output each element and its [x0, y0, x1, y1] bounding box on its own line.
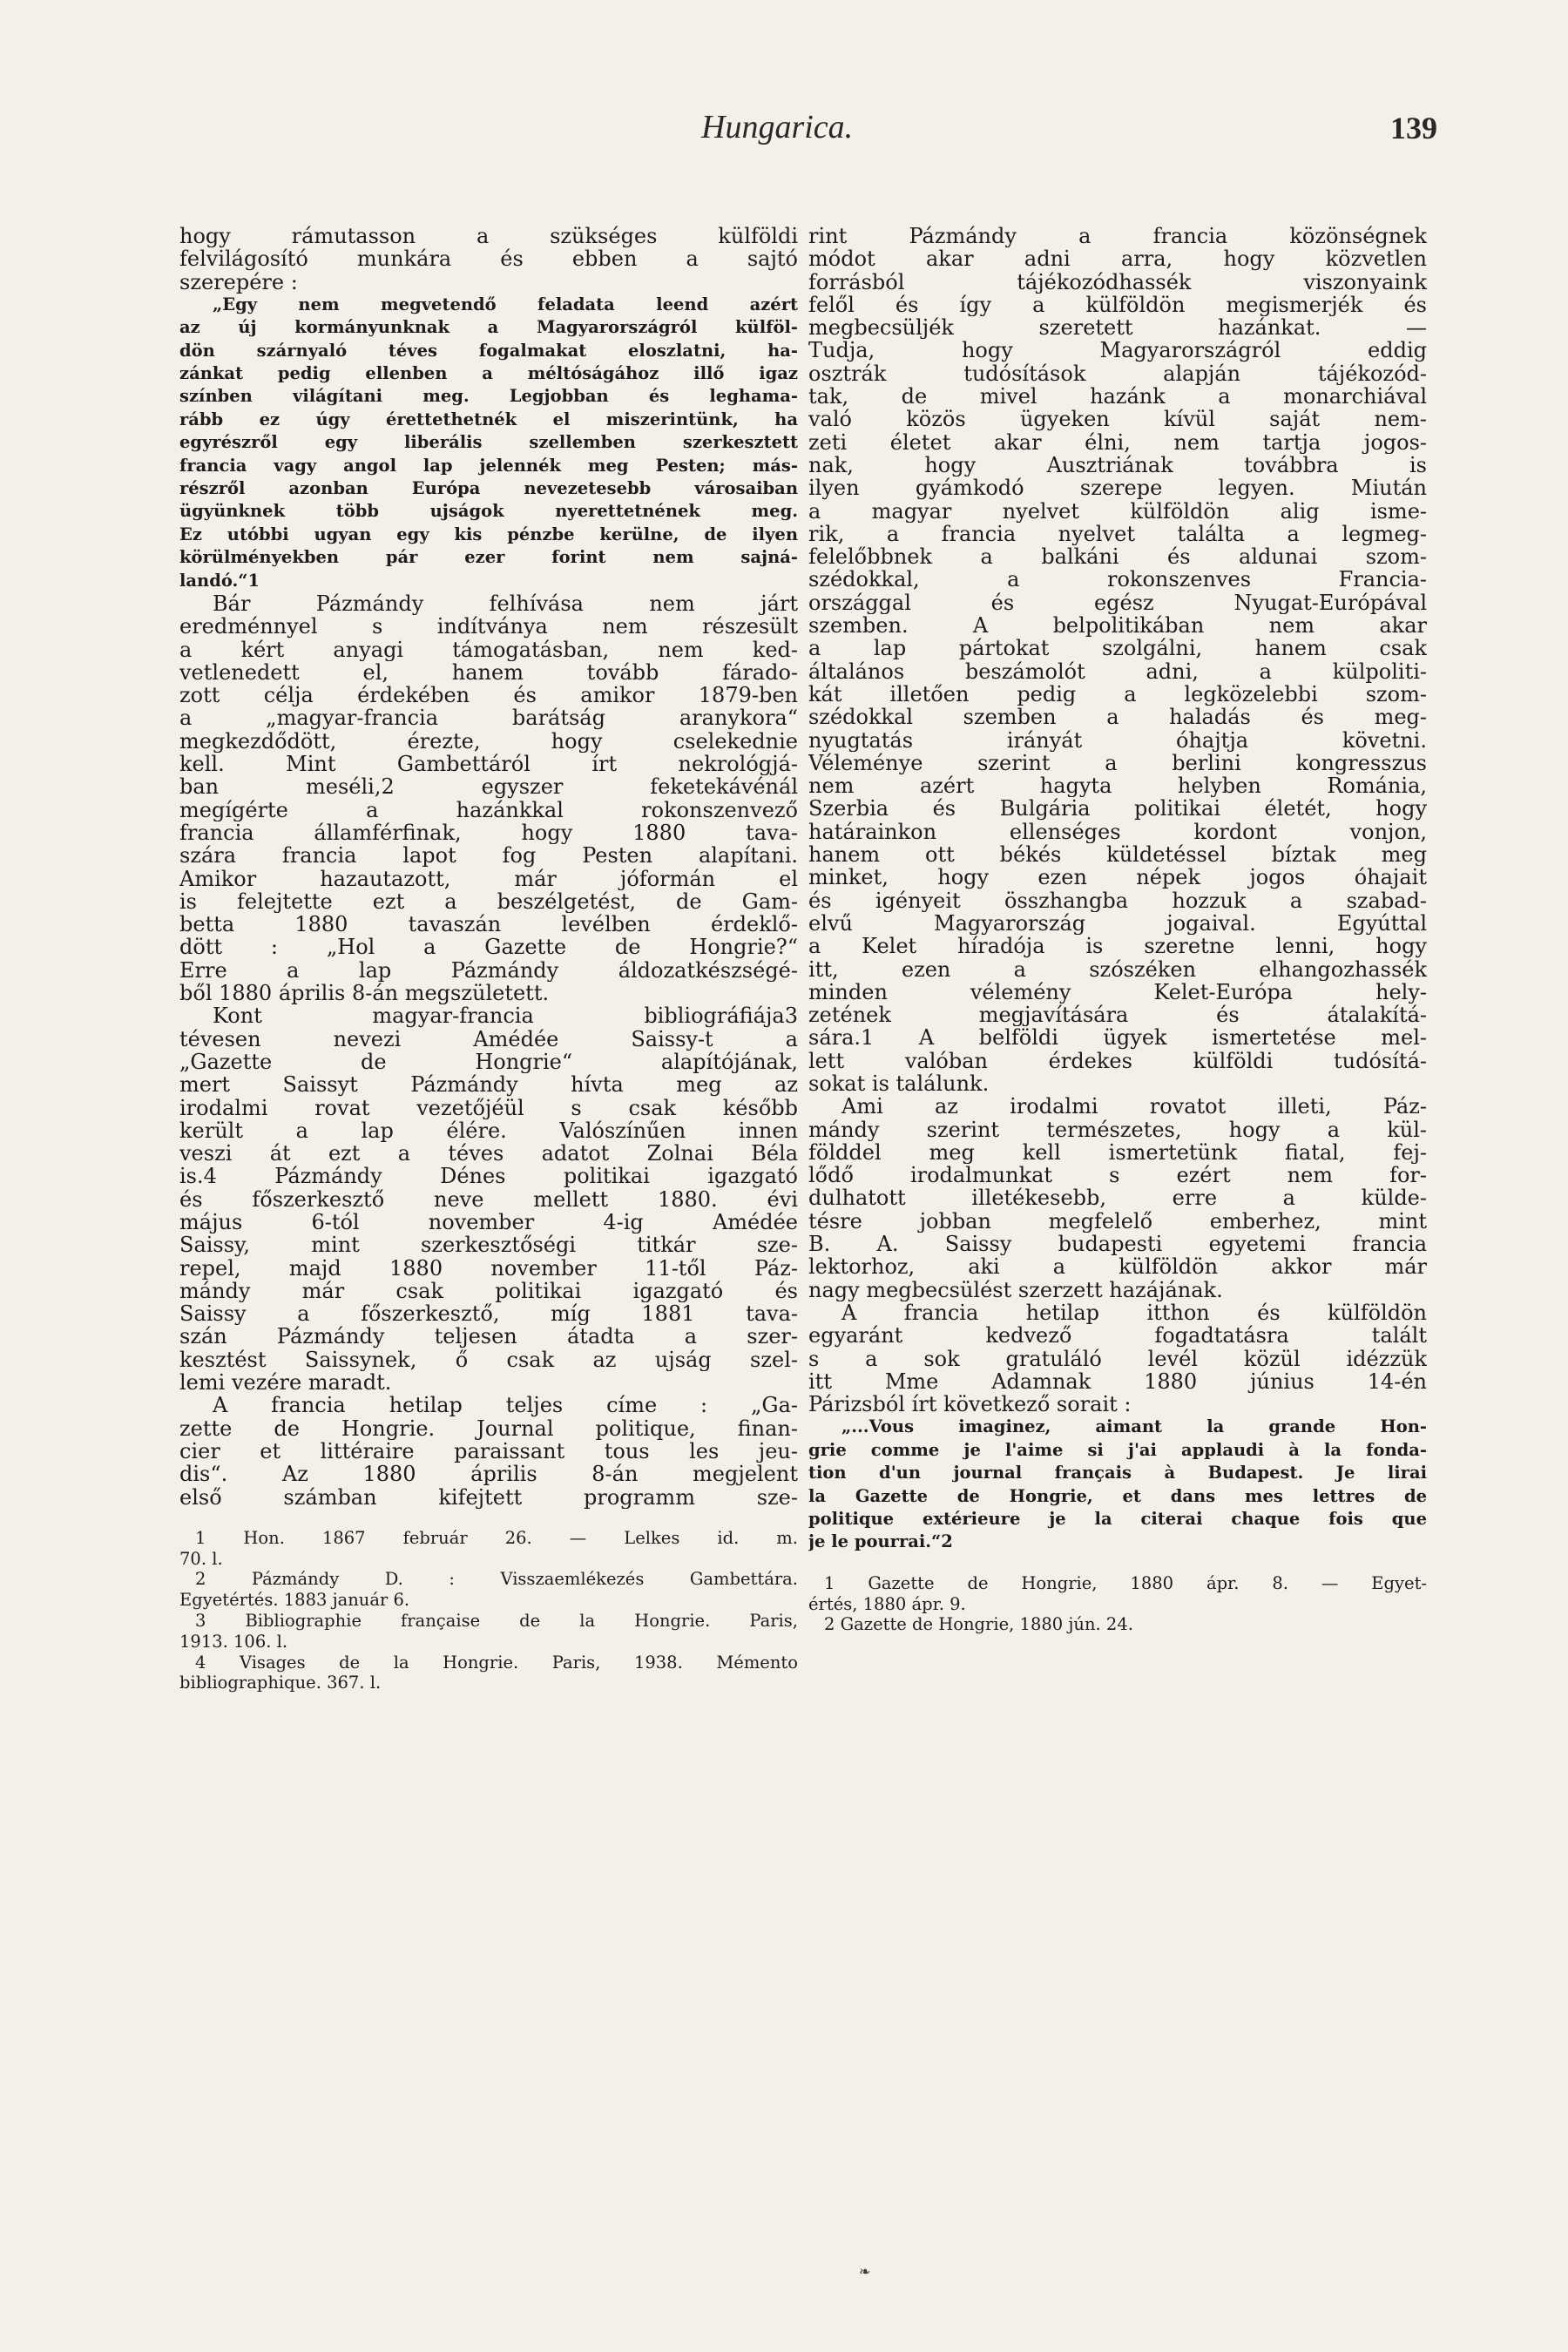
body-text-line: mándy szerint természetes, hogy a kül- — [808, 1118, 1427, 1141]
right-column-text — [808, 225, 1427, 1554]
page-number: 139 — [1390, 111, 1437, 145]
print-mark: ❧ — [859, 2263, 871, 2280]
body-text-line: sokat is találunk. — [808, 1071, 990, 1096]
body-text-line: ből 1880 április 8-án megszületett. — [179, 982, 550, 1005]
body-text-line: francia államférfinak, hogy 1880 tava- — [179, 821, 798, 845]
body-text-line: való közös ügyeken kívül saját nem- — [808, 408, 1427, 431]
footnote-line: 2 Pázmándy D. : Visszaemlékezés Gambettára. — [195, 1569, 798, 1590]
body-text-line: landó.“1 — [179, 570, 260, 591]
body-text-line: kát illetően pedig a legközelebbi szom- — [808, 682, 1427, 706]
body-text-line: megígérte a hazánkkal rokonszenvező — [179, 798, 798, 821]
body-text-line: zott célja érdekében és amikor 1879-ben — [179, 684, 798, 707]
body-text-line: felől és így a külföldön megismerjék és — [808, 293, 1427, 317]
body-text-line: szán Pázmándy teljesen átadta a szer- — [179, 1325, 798, 1348]
footnote-line: 1 Hon. 1867 február 26. — Lelkes id. m. — [195, 1527, 798, 1548]
body-text-line: Kont magyar-francia bibliográfiája3 — [213, 1004, 798, 1028]
body-text-line: országgal és egész Nyugat-Európával — [808, 591, 1427, 615]
body-text-line: A francia hetilap itthon és külföldön — [841, 1301, 1427, 1325]
footnote-line: 2 Gazette de Hongrie, 1880 jún. 24. — [824, 1614, 1133, 1635]
body-text-line: nyugtatás irányát óhajtja követni. — [808, 728, 1427, 752]
body-text-line: nagy megbecsülést szerzett hazájának. — [808, 1278, 1223, 1301]
body-text-line: felelőbbnek a balkáni és aldunai szom- — [808, 545, 1427, 569]
footnote-line: 4 Visages de la Hongrie. Paris, 1938. Mémento — [195, 1652, 798, 1673]
body-text-line: Amikor hazautazott, már jóformán el — [179, 867, 798, 890]
body-text-line: megbecsüljék szeretett hazánkat. — — [808, 316, 1427, 340]
body-text-line: A francia hetilap teljes címe : „Ga- — [213, 1394, 798, 1417]
body-text-line: Ez utóbbi ugyan egy kis pénzbe kerülne, de ilyen — [179, 524, 798, 544]
body-text-line: a magyar nyelvet külföldön alig isme- — [808, 499, 1427, 523]
body-text-line: ilyen gyámkodó szerepe legyen. Miután — [808, 476, 1427, 500]
body-text-line: tésre jobban megfelelő emberhez, mint — [808, 1209, 1427, 1233]
body-text-line: a kért anyagi támogatásban, nem ked- — [179, 638, 798, 661]
body-text-line: irodalmi rovat vezetőjéül s csak később — [179, 1096, 798, 1119]
body-text-line: dött : „Hol a Gazette de Hongrie?“ — [179, 936, 798, 959]
body-text-line: francia vagy angol lap jelennék meg Pesten; más- — [179, 455, 798, 476]
body-text-line: lemi vezére maradt. — [179, 1371, 392, 1395]
body-text-line: mándy már csak politikai igazgató és — [179, 1279, 798, 1303]
body-text-line: nem azért hagyta helyben Románia, — [808, 774, 1427, 798]
body-text-line: szerepére : — [179, 270, 298, 294]
body-text-line: nak, hogy Ausztriának továbbra is — [808, 453, 1427, 477]
body-text-line: rik, a francia nyelvet találta a legmeg- — [808, 522, 1427, 546]
body-text-line: határainkon ellenséges kordont vonjon, — [808, 820, 1427, 844]
body-text-line: részről azonban Európa nevezetesebb városaiban — [179, 478, 798, 499]
body-text-line: veszi át ezt a téves adatot Zolnai Béla — [179, 1142, 798, 1166]
body-text-line: zette de Hongrie. Journal politique, finan- — [179, 1416, 798, 1440]
body-text-line: je le pourrai.“2 — [808, 1531, 953, 1552]
body-text-line: betta 1880 tavaszán levélben érdeklő- — [179, 913, 798, 936]
body-text-line: lektorhoz, aki a külföldön akkor már — [808, 1255, 1427, 1279]
footnote-line: 3 Bibliographie française de la Hongrie. Paris, — [195, 1611, 798, 1632]
footnote-line: 70. l. — [179, 1548, 223, 1569]
footnote-line: Egyetértés. 1883 január 6. — [179, 1590, 410, 1611]
body-text-line: zánkat pedig ellenben a méltóságához illő igaz — [179, 363, 798, 384]
body-text-line: repel, majd 1880 november 11-től Páz- — [179, 1256, 798, 1280]
block-quote — [808, 1416, 1427, 1553]
body-text-line: kell. Mint Gambettáról írt nekrológjá- — [179, 753, 798, 776]
body-text-line: eredménnyel s indítványa nem részesült — [179, 615, 798, 639]
body-text-line: rint Pázmándy a francia közönségnek — [808, 225, 1427, 248]
body-text-line: szára francia lapot fog Pesten alapítani. — [179, 844, 798, 868]
body-text-line: elvű Magyarország jogaival. Egyúttal — [808, 911, 1427, 936]
body-text-line: Saissy a főszerkesztő, míg 1881 tava- — [179, 1302, 798, 1326]
body-text-line: forrásból tájékozódhassék viszonyaink — [808, 270, 1427, 294]
body-text-line: grie comme je l'aime si j'ai applaudi à la fonda- — [808, 1439, 1427, 1460]
body-text-line: első számban kifejtett programm sze- — [179, 1485, 798, 1509]
body-text-line: Véleménye szerint a berlini kongresszus — [808, 751, 1427, 775]
body-text-line: „Gazette de Hongrie“ alapítójának, — [179, 1050, 798, 1074]
body-text-line: sára.1 A belföldi ügyek ismertetése mel- — [808, 1026, 1427, 1050]
body-text-line: és főszerkesztő neve mellett 1880. évi — [179, 1187, 798, 1211]
body-text-line: a lap pártokat szolgálni, hanem csak — [808, 637, 1427, 660]
right-footnotes — [808, 1573, 1427, 1635]
body-text-line: dulhatott illetékesebb, erre a külde- — [808, 1186, 1427, 1210]
body-text-line: szédokkal szemben a haladás és meg- — [808, 706, 1427, 729]
body-text-line: és igényeit összhangba hozzuk a szabad- — [808, 889, 1427, 912]
body-text-line: B. A. Saissy budapesti egyetemi francia — [808, 1233, 1427, 1256]
body-text-line: szédokkal, a rokonszenves Francia- — [808, 568, 1427, 591]
right-column — [808, 225, 1427, 1635]
body-text-line: megkezdődött, érezte, hogy cselekednie — [179, 729, 798, 754]
body-text-line: az új kormányunknak a Magyarországról külföl- — [179, 317, 798, 338]
body-text-line: tévesen nevezi Amédée Saissy-t a — [179, 1027, 798, 1051]
body-text-line: rább ez úgy érettethetnék el miszerintünk, ha — [179, 409, 798, 429]
body-text-line: felvilágosító munkára és ebben a sajtó — [179, 247, 798, 271]
body-text-line: Szerbia és Bulgária politikai életét, hogy — [808, 797, 1427, 821]
body-text-line: zetének megjavítására és átalakítá- — [808, 1004, 1427, 1027]
body-text-line: a Kelet híradója is szeretne lenni, hogy — [808, 935, 1427, 958]
body-text-line: s a sok gratuláló levél közül idézzük — [808, 1347, 1427, 1370]
body-text-line: Ami az irodalmi rovatot illeti, Páz- — [841, 1095, 1427, 1119]
left-column-text — [179, 225, 798, 1509]
body-text-line: Bár Pázmándy felhívása nem járt — [213, 591, 798, 616]
body-text-line: általános beszámolót adni, a külpoliti- — [808, 659, 1427, 683]
block-quote — [179, 294, 798, 592]
body-text-line: tak, de mivel hazánk a monarchiával — [808, 385, 1427, 409]
body-text-line: tion d'un journal français à Budapest. Je lirai — [808, 1463, 1427, 1484]
body-text-line: is.4 Pázmándy Dénes politikai igazgató — [179, 1165, 798, 1188]
body-text-line: Saissy, mint szerkesztőségi titkár sze- — [179, 1233, 798, 1257]
body-text-line: Erre a lap Pázmándy áldozatkészségé- — [179, 958, 798, 983]
footnote-line: bibliographique. 367. l. — [179, 1673, 382, 1693]
body-text-line: hanem ott békés küldetéssel bíztak meg — [808, 843, 1427, 867]
body-text-line: hogy rámutasson a szükséges külföldi — [179, 225, 798, 248]
body-text-line: osztrák tudósítások alapján tájékozód- — [808, 362, 1427, 386]
footnote-line: 1 Gazette de Hongrie, 1880 ápr. 8. — Egyet- — [824, 1572, 1427, 1593]
body-text-line: kesztést Saissynek, ő csak az ujság szel- — [179, 1348, 798, 1372]
body-text-line: színben világítani meg. Legjobban és leghama- — [179, 386, 798, 407]
body-text-line: la Gazette de Hongrie, et dans mes lettres de — [808, 1485, 1427, 1506]
body-text-line: zeti életet akar élni, nem tartja jogos- — [808, 430, 1427, 454]
body-text-line: egyrészről egy liberális szellemben szerkesztett — [179, 432, 798, 453]
left-footnotes — [179, 1528, 798, 1693]
body-text-line: mert Saissyt Pázmándy hívta meg az — [179, 1073, 798, 1097]
body-text-line: szemben. A belpolitikában nem akar — [808, 614, 1427, 638]
body-text-line: minden vélemény Kelet-Európa hely- — [808, 980, 1427, 1004]
body-text-line: vetlenedett el, hanem tovább fárado- — [179, 660, 798, 685]
body-text-line: „Egy nem megvetendő feladata leend azért — [213, 294, 798, 314]
body-text-line: Párizsból írt következő sorait : — [808, 1393, 1132, 1416]
body-text-line: cier et littéraire paraissant tous les jeu- — [179, 1439, 798, 1463]
body-text-line: május 6-tól november 4-ig Amédée — [179, 1210, 798, 1234]
body-text-line: Tudja, hogy Magyarországról eddig — [808, 339, 1427, 362]
running-header-title: Hungarica. — [701, 109, 854, 145]
body-text-line: itt Mme Adamnak 1880 június 14-én — [808, 1369, 1427, 1394]
body-text-line: a „magyar-francia barátság aranykora“ — [179, 706, 798, 730]
left-column — [179, 225, 798, 1693]
body-text-line: is felejtette ezt a beszélgetést, de Gam- — [179, 889, 798, 914]
body-text-line: itt, ezen a szószéken elhangozhassék — [808, 957, 1427, 981]
body-text-line: politique extérieure je la citerai chaque fois que — [808, 1509, 1427, 1529]
body-text-line: lődő irodalmunkat s ezért nem for- — [808, 1164, 1427, 1187]
body-text-line: körülményekben pár ezer forint nem sajná- — [179, 547, 798, 568]
body-text-line: „...Vous imaginez, aimant la grande Hon- — [841, 1416, 1427, 1437]
body-text-line: ügyünknek több ujságok nyerettetnének meg. — [179, 501, 798, 522]
body-text-line: dis“. Az 1880 április 8-án megjelent — [179, 1463, 798, 1486]
body-text-line: földdel meg kell ismertetünk fiatal, fej- — [808, 1140, 1427, 1165]
body-text-line: minket, hogy ezen népek jogos óhajait — [808, 866, 1427, 889]
footnote-line: 1913. 106. l. — [179, 1631, 288, 1652]
body-text-line: ban meséli,2 egyszer feketekávénál — [179, 775, 798, 799]
footnote-line: értés, 1880 ápr. 9. — [808, 1593, 966, 1614]
body-text-line: módot akar adni arra, hogy közvetlen — [808, 247, 1427, 271]
body-text-line: került a lap élére. Valószínűen innen — [179, 1119, 798, 1143]
body-text-line: lett valóban érdekes külföldi tudósítá- — [808, 1049, 1427, 1072]
body-text-line: dön szárnyaló téves fogalmakat eloszlatni, ha- — [179, 340, 798, 361]
body-text-line: egyaránt kedvező fogadtatásra talált — [808, 1324, 1427, 1348]
